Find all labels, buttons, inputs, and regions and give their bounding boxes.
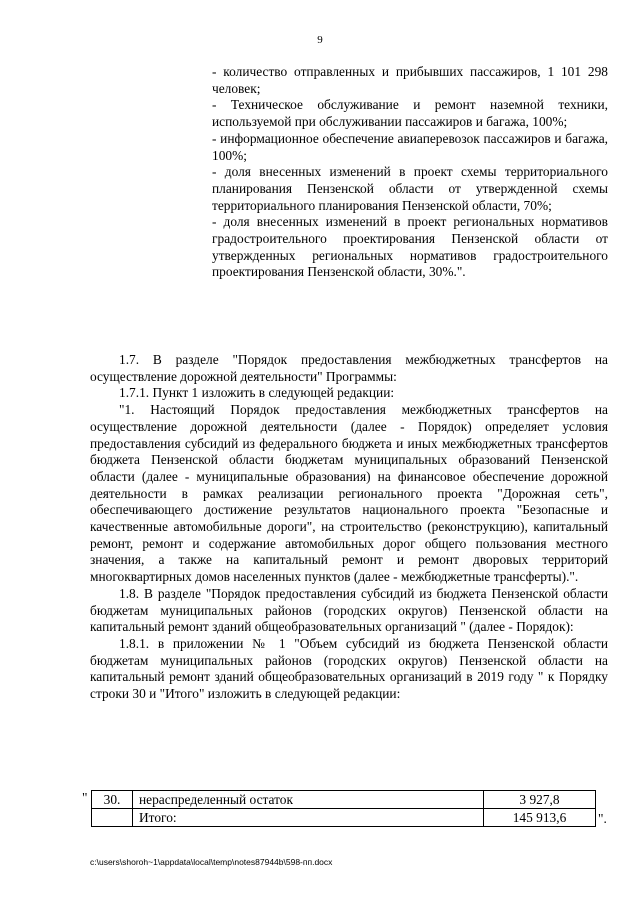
row-number xyxy=(92,809,133,827)
file-path-footer: c:\users\shoroh~1\appdata\local\temp\notes87944b\598-пп.docx xyxy=(90,857,333,867)
table-close-quote: ". xyxy=(598,811,607,826)
subsidy-table xyxy=(91,790,596,827)
paragraph-1-7-1: 1.7.1. Пункт 1 изложить в следующей редакции: xyxy=(119,385,395,401)
indicator-item: - доля внесенных изменений в проект схемы территориального планирования Пензенской области от утвержденной схемы территориального планирования Пензенской области, 70%; xyxy=(212,164,608,213)
document-body xyxy=(90,352,608,703)
indicators-list xyxy=(212,64,608,281)
row-name: Итого: xyxy=(133,809,484,827)
paragraph-1-8: 1.8. В разделе "Порядок предоставления субсидий из бюджета Пензенской области бюджетам муниципальных районов (городских округов) Пензенской области на капитальный ремонт зданий общеобразовательных организаций " (далее - Порядок): xyxy=(90,585,608,635)
indicator-item: - доля внесенных изменений в проект региональных нормативов градостроительного проектирования Пензенской области от утвержденных региональных нормативов градостроительного проектирования Пензенской области, 30%.". xyxy=(212,214,608,280)
table-row xyxy=(92,809,596,827)
row-value: 3 927,8 xyxy=(484,791,596,809)
page-number: 9 xyxy=(317,34,323,46)
table-row xyxy=(92,791,596,809)
indicator-item: - Техническое обслуживание и ремонт наземной техники, используемой при обслуживании пассажиров и багажа, 100%; xyxy=(212,97,608,130)
paragraph-1-7: 1.7. В разделе "Порядок предоставления межбюджетных трансфертов на осуществление дорожной деятельности" Программы: xyxy=(90,352,608,384)
indicator-item: - количество отправленных и прибывших пассажиров, 1 101 298 человек; xyxy=(212,64,608,96)
paragraph-quoted-order: "1. Настоящий Порядок предоставления межбюджетных трансфертов на осуществление дорожной деятельности (далее - Порядок) определяет условия предоставления субсидий из федерального бюджета и иных межбюджетных трансфертов бюджета Пензенской области бюджетам муниципальных образований Пензенской области (далее - муниципальные образования) на финансовое обеспечение дорожной деятельности в рамках реализации регионального проекта "Дорожная сеть", обеспечивающего достижение результатов национального проекта "Безопасные и качественные автомобильные дороги", на строительство (реконструкцию), капитальный ремонт, ремонт и содержание автомобильных дорог общего пользования местного значения, а также на капитальный ремонт и ремонт дворовых территорий многоквартирных домов населенных пунктов (далее - межбюджетные трансферты).". xyxy=(90,402,608,585)
paragraph-1-8-1: 1.8.1. в приложении № 1 "Объем субсидий из бюджета Пензенской области бюджетам муниципальных районов (городских округов) Пензенской области на капитальный ремонт зданий общеобразовательных организаций в 2019 году " к Порядку строки 30 и "Итого" изложить в следующей редакции: xyxy=(90,635,608,702)
row-value: 145 913,6 xyxy=(484,809,596,827)
row-number: 30. xyxy=(92,791,133,809)
table-open-quote: " xyxy=(82,790,88,805)
row-name: нераспределенный остаток xyxy=(133,791,484,809)
indicator-item: - информационное обеспечение авиаперевозок пассажиров и багажа, 100%; xyxy=(212,130,608,163)
